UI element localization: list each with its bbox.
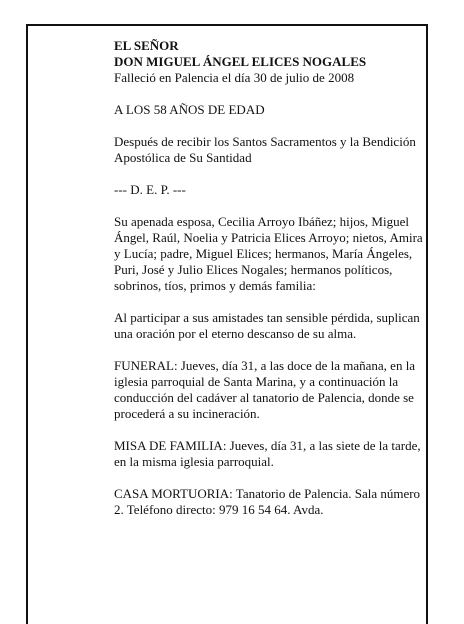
age-text: A LOS 58 AÑOS DE EDAD	[114, 102, 265, 117]
deceased-name: DON MIGUEL ÁNGEL ELICES NOGALES	[114, 54, 367, 69]
mortuary-text: CASA MORTUORIA: Tanatorio de Palencia. Sala número 2. Teléfono directo: 979 16 54 64. Avda.	[114, 486, 421, 517]
dep-text: --- D. E. P. ---	[114, 182, 186, 197]
sacraments-text: Después de recibir los Santos Sacramentos y la Bendición Apostólica de Su Santidad	[114, 134, 416, 165]
family-mass-text: MISA DE FAMILIA: Jueves, día 31, a las siete de la tarde, en la misma iglesia parroquial.	[114, 438, 421, 469]
obituary-notice	[114, 38, 424, 518]
request-text: Al participar a sus amistades tan sensible pérdida, suplican una oración por el eterno descanso de su alma.	[114, 310, 420, 341]
death-date-text: Falleció en Palencia el día 30 de julio de 2008	[114, 70, 355, 85]
family-text: Su apenada esposa, Cecilia Arroyo Ibáñez; hijos, Miguel Ángel, Raúl, Noelia y Patricia Elices Arroyo; nietos, Amira y Lucía; padre, Miguel Elices; hermanos, María Ángeles, Puri, José y Julio Elices Nogales; hermanos políticos, sobrinos, tíos, primos y demás familia:	[114, 214, 423, 293]
funeral-text: FUNERAL: Jueves, día 31, a las doce de la mañana, en la iglesia parroquial de Santa Marina, y a continuación la conducción del cadáver al tanatorio de Palencia, donde se procederá a su incineración.	[114, 358, 416, 421]
notice-title-line1: EL SEÑOR	[114, 38, 179, 53]
